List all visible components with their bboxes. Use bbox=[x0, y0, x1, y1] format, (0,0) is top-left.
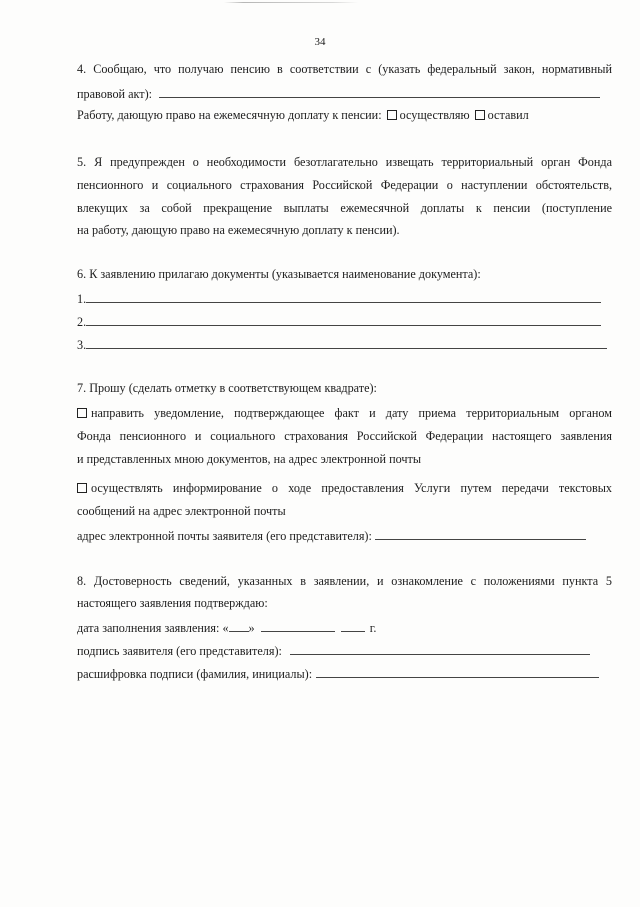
s8-transcript-row bbox=[77, 665, 599, 682]
s4-law-input[interactable] bbox=[159, 85, 600, 98]
s8-date-close-quote: » bbox=[248, 621, 255, 635]
s4-work-row bbox=[77, 108, 529, 123]
s7-email-row bbox=[77, 527, 586, 544]
s7-option-1-line2: Фонда пенсионного и социального страхования Российской Федерации настоящего заявления bbox=[77, 429, 612, 443]
s7-option-1-line1 bbox=[77, 406, 612, 421]
s7-option-1-text: направить уведомление, подтверждающее факт и дату приема территориальным органом bbox=[91, 406, 612, 420]
s4-checkbox-working[interactable] bbox=[387, 110, 397, 120]
s5-line2: пенсионного и социального страхования Российской Федерации о наступлении обстоятельств, bbox=[77, 178, 612, 192]
scan-artifact-top bbox=[0, 2, 640, 3]
s5-line3: влекущих за собой прекращение выплаты ежемесячной доплаты к пенсии (поступление bbox=[77, 201, 612, 215]
s8-date-day-input[interactable] bbox=[229, 619, 249, 632]
s6-doc-input-2[interactable] bbox=[86, 313, 601, 326]
s8-date-row bbox=[77, 619, 376, 636]
s4-option-left: оставил bbox=[487, 108, 529, 122]
s8-signature-row bbox=[77, 642, 590, 659]
s4-checkbox-left[interactable] bbox=[475, 110, 485, 120]
s4-law-field-row bbox=[77, 85, 600, 102]
s4-option-working: осуществляю bbox=[399, 108, 470, 122]
s8-date-year-input[interactable] bbox=[341, 619, 365, 632]
s8-line1: 8. Достоверность сведений, указанных в заявлении, и ознакомление с положениями пункта 5 bbox=[77, 574, 612, 588]
s8-signature-input[interactable] bbox=[290, 642, 590, 655]
s7-checkbox-inform[interactable] bbox=[77, 483, 87, 493]
s4-work-label: Работу, дающую право на ежемесячную доплату к пенсии: bbox=[77, 108, 382, 122]
s7-option-1-line3: и представленных мною документов, на адрес электронной почты bbox=[77, 452, 422, 466]
s5-line4: на работу, дающую право на ежемесячную доплату к пенсии). bbox=[77, 223, 400, 237]
s6-row-2-number: 2. bbox=[77, 315, 87, 329]
page-number: 34 bbox=[314, 36, 326, 48]
s8-line2: настоящего заявления подтверждаю: bbox=[77, 596, 268, 610]
s7-option-2-text: осуществлять информирование о ходе предоставления Услуги путем передачи текстовых bbox=[91, 481, 612, 495]
s8-signature-label: подпись заявителя (его представителя): bbox=[77, 644, 282, 658]
s6-doc-input-1[interactable] bbox=[86, 290, 601, 303]
s6-row-1-number: 1. bbox=[77, 292, 87, 306]
s4-law-label: правовой акт): bbox=[77, 87, 153, 101]
s7-email-input[interactable] bbox=[375, 527, 586, 540]
s6-doc-input-3[interactable] bbox=[86, 336, 607, 349]
s8-transcript-input[interactable] bbox=[316, 665, 599, 678]
s7-option-2-line1 bbox=[77, 481, 612, 496]
s6-heading: 6. К заявлению прилагаю документы (указывается наименование документа): bbox=[77, 267, 481, 281]
s6-doc-row-1 bbox=[77, 290, 601, 307]
s8-year-suffix: г. bbox=[369, 621, 377, 635]
s6-row-3-number: 3. bbox=[77, 338, 87, 352]
s6-doc-row-3 bbox=[77, 336, 607, 353]
s8-date-label: дата заполнения заявления: « bbox=[77, 621, 229, 635]
s8-date-month-input[interactable] bbox=[261, 619, 335, 632]
s5-line1: 5. Я предупрежден о необходимости безотлагательно извещать территориальный орган Фонда bbox=[77, 155, 612, 169]
s7-option-2-line2: сообщений на адрес электронной почты bbox=[77, 504, 286, 518]
s6-doc-row-2 bbox=[77, 313, 601, 330]
s4-line1: 4. Сообщаю, что получаю пенсию в соответствии с (указать федеральный закон, нормативный bbox=[77, 62, 612, 76]
s7-heading: 7. Прошу (сделать отметку в соответствующем квадрате): bbox=[77, 381, 377, 395]
s8-transcript-label: расшифровка подписи (фамилия, инициалы): bbox=[77, 667, 313, 681]
s7-checkbox-notify[interactable] bbox=[77, 408, 87, 418]
s7-email-label: адрес электронной почты заявителя (его представителя): bbox=[77, 529, 372, 543]
